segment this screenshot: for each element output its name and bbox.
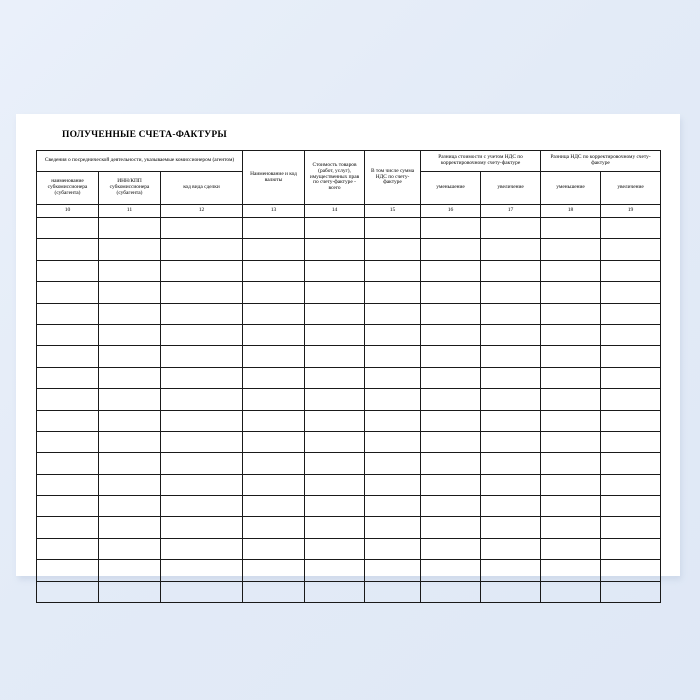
table-cell[interactable] [421, 410, 481, 431]
table-cell[interactable] [541, 431, 601, 452]
table-cell[interactable] [37, 560, 99, 581]
table-cell[interactable] [365, 453, 421, 474]
table-cell[interactable] [243, 282, 305, 303]
table-cell[interactable] [161, 324, 243, 345]
table-cell[interactable] [37, 324, 99, 345]
table-cell[interactable] [161, 560, 243, 581]
table-row[interactable] [37, 410, 661, 431]
table-row[interactable] [37, 346, 661, 367]
table-cell[interactable] [243, 560, 305, 581]
table-cell[interactable] [365, 410, 421, 431]
table-cell[interactable] [601, 474, 661, 495]
table-cell[interactable] [161, 517, 243, 538]
table-cell[interactable] [243, 389, 305, 410]
table-cell[interactable] [601, 410, 661, 431]
table-cell[interactable] [421, 453, 481, 474]
table-cell[interactable] [305, 367, 365, 388]
table-cell[interactable] [421, 218, 481, 239]
table-cell[interactable] [365, 282, 421, 303]
table-cell[interactable] [541, 410, 601, 431]
table-cell[interactable] [243, 431, 305, 452]
table-cell[interactable] [37, 517, 99, 538]
table-cell[interactable] [481, 239, 541, 260]
table-cell[interactable] [601, 367, 661, 388]
table-cell[interactable] [305, 410, 365, 431]
table-cell[interactable] [37, 218, 99, 239]
table-cell[interactable] [99, 324, 161, 345]
table-cell[interactable] [161, 410, 243, 431]
table-cell[interactable] [161, 367, 243, 388]
table-row[interactable] [37, 581, 661, 602]
table-cell[interactable] [481, 324, 541, 345]
sub-header-cost-increase: увеличение [481, 172, 541, 205]
table-cell[interactable] [481, 260, 541, 281]
column-number-14: 14 [305, 205, 365, 218]
table-cell[interactable] [421, 538, 481, 559]
column-number-18: 18 [541, 205, 601, 218]
table-cell[interactable] [161, 260, 243, 281]
table-cell[interactable] [421, 346, 481, 367]
table-cell[interactable] [243, 453, 305, 474]
table-cell[interactable] [99, 282, 161, 303]
table-cell[interactable] [481, 367, 541, 388]
table-cell[interactable] [481, 218, 541, 239]
table-cell[interactable] [421, 581, 481, 602]
sub-header-transaction-type-code: код вида сделки [161, 172, 243, 205]
table-cell[interactable] [601, 324, 661, 345]
table-cell[interactable] [601, 560, 661, 581]
table-cell[interactable] [541, 346, 601, 367]
table-cell[interactable] [365, 260, 421, 281]
table-row[interactable] [37, 389, 661, 410]
table-cell[interactable] [161, 282, 243, 303]
table-cell[interactable] [243, 218, 305, 239]
table-cell[interactable] [541, 367, 601, 388]
sub-header-subcommissioner-name: наименование субкомиссионера (субагента) [37, 172, 99, 205]
group-header-currency: Наименование и код валюты [243, 151, 305, 205]
group-header-row [37, 151, 661, 172]
table-cell[interactable] [481, 517, 541, 538]
table-cell[interactable] [37, 389, 99, 410]
table-row[interactable] [37, 303, 661, 324]
table-cell[interactable] [365, 218, 421, 239]
table-cell[interactable] [541, 218, 601, 239]
table-cell[interactable] [37, 410, 99, 431]
table-row[interactable] [37, 474, 661, 495]
table-cell[interactable] [421, 496, 481, 517]
table-cell[interactable] [601, 453, 661, 474]
table-cell[interactable] [601, 496, 661, 517]
table-cell[interactable] [99, 474, 161, 495]
table-cell[interactable] [365, 538, 421, 559]
table-cell[interactable] [37, 496, 99, 517]
table-cell[interactable] [601, 389, 661, 410]
table-cell[interactable] [99, 517, 161, 538]
sub-header-vat-increase: увеличение [601, 172, 661, 205]
table-cell[interactable] [243, 303, 305, 324]
group-header-cost-difference: Разница стоимости с учетом НДС по корректировочному счету-фактуре [421, 151, 541, 172]
table-cell[interactable] [161, 538, 243, 559]
table-cell[interactable] [99, 239, 161, 260]
sub-header-subcommissioner-inn-kpp: ИНН/КПП субкомиссионера (субагента) [99, 172, 161, 205]
column-number-19: 19 [601, 205, 661, 218]
table-cell[interactable] [305, 474, 365, 495]
table-cell[interactable] [541, 260, 601, 281]
page-title: ПОЛУЧЕННЫЕ СЧЕТА-ФАКТУРЫ [62, 130, 227, 140]
table-cell[interactable] [541, 239, 601, 260]
table-cell[interactable] [365, 346, 421, 367]
group-header-vat-amount: В том числе сумма НДС по счету-фактуре [365, 151, 421, 205]
table-cell[interactable] [305, 282, 365, 303]
table-cell[interactable] [305, 324, 365, 345]
table-cell[interactable] [161, 474, 243, 495]
table-cell[interactable] [243, 474, 305, 495]
table-cell[interactable] [243, 346, 305, 367]
table-cell[interactable] [243, 410, 305, 431]
column-number-16: 16 [421, 205, 481, 218]
table-cell[interactable] [421, 517, 481, 538]
table-cell[interactable] [421, 389, 481, 410]
table-cell[interactable] [481, 581, 541, 602]
table-cell[interactable] [601, 239, 661, 260]
column-number-11: 11 [99, 205, 161, 218]
group-header-total-cost: Стоимость товаров (работ, услуг), имущественных прав по счету-фактуре - всего [305, 151, 365, 205]
table-cell[interactable] [243, 367, 305, 388]
table-row[interactable] [37, 517, 661, 538]
table-cell[interactable] [601, 538, 661, 559]
table-cell[interactable] [601, 260, 661, 281]
table-cell[interactable] [305, 560, 365, 581]
table-head [37, 151, 661, 218]
table-cell[interactable] [37, 581, 99, 602]
table-cell[interactable] [421, 260, 481, 281]
group-header-vat-difference: Разница НДС по корректировочному счету-фактуре [541, 151, 661, 172]
table-cell[interactable] [37, 367, 99, 388]
table-cell[interactable] [243, 581, 305, 602]
invoice-register-table [36, 150, 661, 603]
table-cell[interactable] [481, 346, 541, 367]
column-number-12: 12 [161, 205, 243, 218]
table-cell[interactable] [541, 538, 601, 559]
table-cell[interactable] [161, 496, 243, 517]
table-cell[interactable] [421, 367, 481, 388]
table-cell[interactable] [305, 496, 365, 517]
table-cell[interactable] [481, 538, 541, 559]
table-cell[interactable] [421, 431, 481, 452]
table-cell[interactable] [99, 410, 161, 431]
table-body [37, 218, 661, 603]
table-cell[interactable] [481, 410, 541, 431]
table-cell[interactable] [37, 538, 99, 559]
table-cell[interactable] [37, 260, 99, 281]
table-cell[interactable] [541, 560, 601, 581]
table-cell[interactable] [161, 346, 243, 367]
column-number-17: 17 [481, 205, 541, 218]
table-cell[interactable] [601, 581, 661, 602]
table-cell[interactable] [541, 324, 601, 345]
table-cell[interactable] [365, 367, 421, 388]
table-cell[interactable] [305, 218, 365, 239]
table-row[interactable] [37, 453, 661, 474]
table-cell[interactable] [481, 431, 541, 452]
table-cell[interactable] [541, 453, 601, 474]
table-cell[interactable] [481, 453, 541, 474]
sub-header-cost-decrease: уменьшение [421, 172, 481, 205]
column-number-15: 15 [365, 205, 421, 218]
table-cell[interactable] [365, 517, 421, 538]
table-cell[interactable] [99, 389, 161, 410]
table-cell[interactable] [243, 496, 305, 517]
table-cell[interactable] [99, 367, 161, 388]
table-cell[interactable] [481, 389, 541, 410]
table-row[interactable] [37, 260, 661, 281]
table-cell[interactable] [481, 496, 541, 517]
table-cell[interactable] [601, 431, 661, 452]
column-number-13: 13 [243, 205, 305, 218]
table-cell[interactable] [37, 346, 99, 367]
table-row[interactable] [37, 218, 661, 239]
table-row[interactable] [37, 367, 661, 388]
table-cell[interactable] [305, 389, 365, 410]
sub-header-vat-decrease: уменьшение [541, 172, 601, 205]
table-row[interactable] [37, 324, 661, 345]
table-cell[interactable] [161, 581, 243, 602]
table-cell[interactable] [305, 431, 365, 452]
table-cell[interactable] [365, 560, 421, 581]
table-cell[interactable] [243, 324, 305, 345]
table-cell[interactable] [99, 346, 161, 367]
table-cell[interactable] [37, 282, 99, 303]
table-cell[interactable] [365, 303, 421, 324]
table-cell[interactable] [243, 538, 305, 559]
table-cell[interactable] [365, 239, 421, 260]
table-cell[interactable] [365, 389, 421, 410]
table-cell[interactable] [161, 303, 243, 324]
table-cell[interactable] [305, 346, 365, 367]
table-row[interactable] [37, 239, 661, 260]
table-cell[interactable] [37, 239, 99, 260]
table-cell[interactable] [161, 239, 243, 260]
table-row[interactable] [37, 431, 661, 452]
table-cell[interactable] [37, 303, 99, 324]
table-cell[interactable] [365, 431, 421, 452]
group-header-intermediary: Сведения о посреднической деятельности, указываемые комиссионером (агентом) [37, 151, 243, 172]
table-cell[interactable] [99, 581, 161, 602]
table-row[interactable] [37, 282, 661, 303]
table-cell[interactable] [99, 303, 161, 324]
table-cell[interactable] [421, 324, 481, 345]
table-cell[interactable] [541, 581, 601, 602]
table-cell[interactable] [481, 303, 541, 324]
table-cell[interactable] [601, 517, 661, 538]
table-row[interactable] [37, 560, 661, 581]
table-cell[interactable] [243, 239, 305, 260]
table-cell[interactable] [37, 431, 99, 452]
column-number-10: 10 [37, 205, 99, 218]
table-cell[interactable] [305, 517, 365, 538]
table-cell[interactable] [365, 474, 421, 495]
table-cell[interactable] [305, 303, 365, 324]
column-number-row [37, 205, 661, 218]
table-cell[interactable] [541, 303, 601, 324]
table-cell[interactable] [37, 474, 99, 495]
table-cell[interactable] [243, 517, 305, 538]
table-cell[interactable] [421, 239, 481, 260]
table-cell[interactable] [305, 239, 365, 260]
table-cell[interactable] [541, 474, 601, 495]
table-cell[interactable] [365, 581, 421, 602]
table-cell[interactable] [305, 538, 365, 559]
table-cell[interactable] [305, 260, 365, 281]
table-cell[interactable] [541, 389, 601, 410]
table-cell[interactable] [99, 431, 161, 452]
table-cell[interactable] [365, 496, 421, 517]
table-cell[interactable] [421, 560, 481, 581]
table-cell[interactable] [161, 389, 243, 410]
document-page [16, 114, 680, 576]
table-cell[interactable] [37, 453, 99, 474]
table-cell[interactable] [601, 218, 661, 239]
table-cell[interactable] [99, 453, 161, 474]
table-cell[interactable] [421, 474, 481, 495]
table-cell[interactable] [99, 538, 161, 559]
table-cell[interactable] [481, 282, 541, 303]
table-cell[interactable] [161, 431, 243, 452]
table-cell[interactable] [421, 282, 481, 303]
table-cell[interactable] [481, 560, 541, 581]
table-cell[interactable] [305, 453, 365, 474]
table-cell[interactable] [541, 496, 601, 517]
table-cell[interactable] [99, 218, 161, 239]
table-row[interactable] [37, 496, 661, 517]
table-cell[interactable] [99, 496, 161, 517]
table-cell[interactable] [99, 260, 161, 281]
table-cell[interactable] [161, 218, 243, 239]
table-cell[interactable] [365, 324, 421, 345]
table-cell[interactable] [601, 303, 661, 324]
table-row[interactable] [37, 538, 661, 559]
table-cell[interactable] [541, 282, 601, 303]
table-cell[interactable] [481, 474, 541, 495]
table-cell[interactable] [601, 346, 661, 367]
table-cell[interactable] [243, 260, 305, 281]
table-cell[interactable] [161, 453, 243, 474]
table-cell[interactable] [541, 517, 601, 538]
table-cell[interactable] [305, 581, 365, 602]
table-cell[interactable] [601, 282, 661, 303]
table-cell[interactable] [421, 303, 481, 324]
table-cell[interactable] [99, 560, 161, 581]
